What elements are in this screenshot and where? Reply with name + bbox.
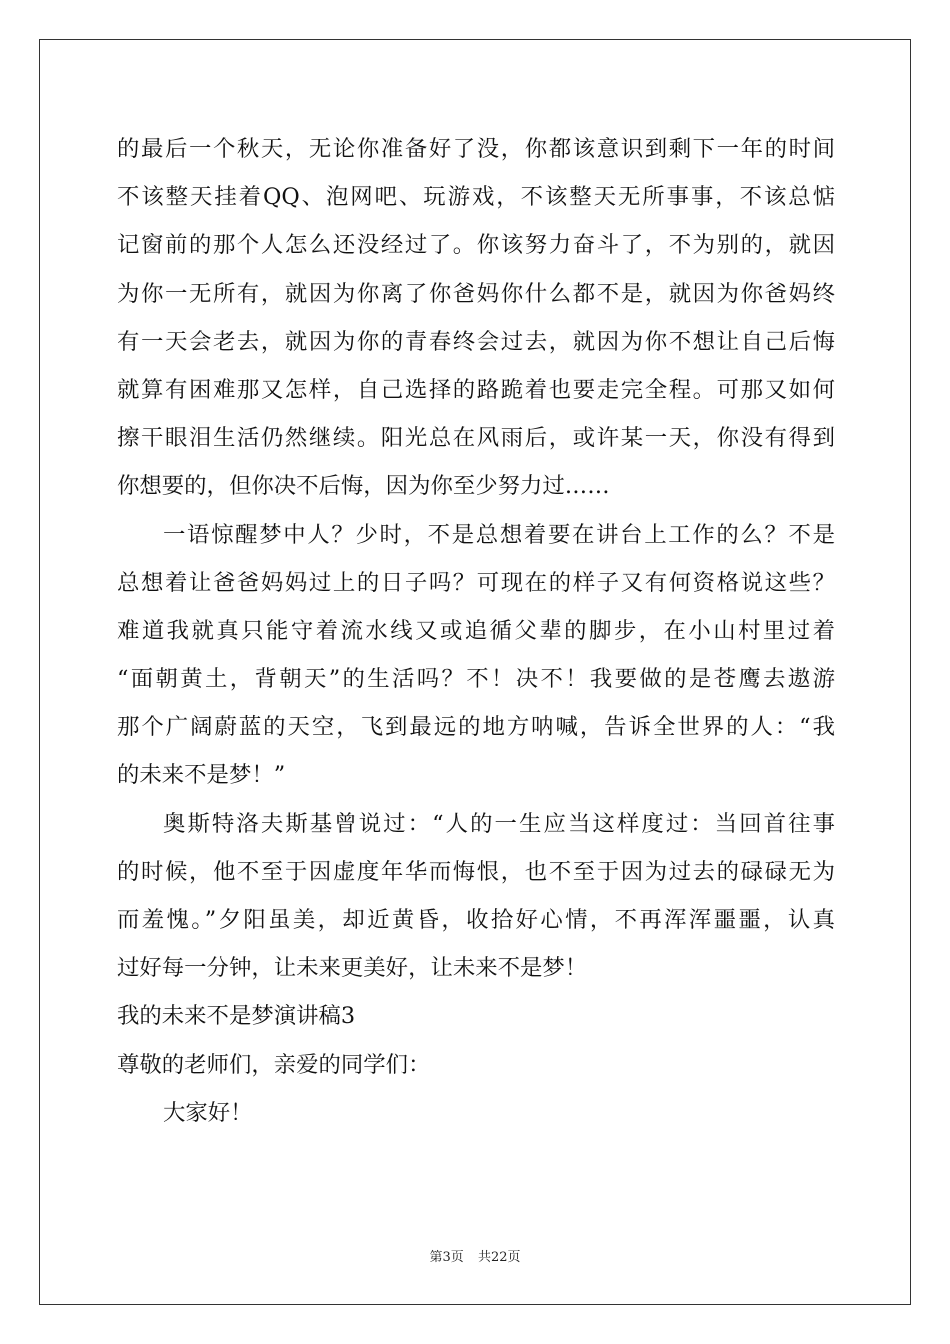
paragraph bbox=[117, 992, 835, 1040]
document-body bbox=[117, 125, 835, 1137]
paragraph bbox=[117, 125, 835, 511]
page-total: 共22页 bbox=[477, 1250, 521, 1265]
page-footer bbox=[0, 1246, 950, 1265]
text-line: 的时候，他不至于因虚度年华而悔恨，也不至于因为过去的碌碌无为 bbox=[117, 858, 835, 885]
paragraph bbox=[117, 1041, 835, 1089]
text-line: 有一天会老去，就因为你的青春终会过去，就因为你不想让自己后悔 bbox=[117, 328, 835, 355]
text-line: 总想着让爸爸妈妈过上的日子吗？可现在的样子又有何资格说这些？ bbox=[117, 569, 835, 596]
text-line: 不该整天挂着QQ、泡网吧、玩游戏，不该整天无所事事，不该总惦 bbox=[117, 184, 835, 211]
paragraph bbox=[117, 511, 835, 800]
text-line: “面朝黄土，背朝天”的生活吗？不！决不！我要做的是苍鹰去遨游 bbox=[117, 666, 835, 693]
text-line: 我的未来不是梦演讲稿3 bbox=[117, 1003, 356, 1030]
text-line: 的未来不是梦！” bbox=[117, 762, 286, 789]
text-line: 而羞愧。”夕阳虽美，却近黄昏，收拾好心情，不再浑浑噩噩，认真 bbox=[117, 907, 835, 933]
page-number: 第3页 bbox=[429, 1250, 464, 1265]
text-line: 为你一无所有，就因为你离了你爸妈你什么都不是，就因为你爸妈终 bbox=[117, 280, 835, 307]
text-line: 过好每一分钟，让未来更美好，让未来不是梦！ bbox=[117, 955, 588, 982]
text-line: 大家好！ bbox=[163, 1099, 253, 1126]
text-line: 记窗前的那个人怎么还没经过了。你该努力奋斗了，不为别的，就因 bbox=[117, 232, 835, 259]
text-line: 那个广阔蔚蓝的天空，飞到最远的地方呐喊，告诉全世界的人：“我 bbox=[117, 714, 835, 741]
text-line: 你想要的，但你决不后悔，因为你至少努力过…… bbox=[117, 473, 610, 500]
paragraph bbox=[117, 1089, 835, 1137]
text-line: 难道我就真只能守着流水线又或追循父辈的脚步，在小山村里过着 bbox=[117, 617, 835, 644]
text-line: 的最后一个秋天，无论你准备好了没，你都该意识到剩下一年的时间 bbox=[117, 136, 835, 162]
text-line: 奥斯特洛夫斯基曾说过：“人的一生应当这样度过：当回首往事 bbox=[163, 810, 835, 837]
text-line: 尊敬的老师们，亲爱的同学们： bbox=[117, 1051, 431, 1078]
text-line: 擦干眼泪生活仍然继续。阳光总在风雨后，或许某一天，你没有得到 bbox=[117, 425, 835, 452]
text-line: 就算有困难那又怎样，自己选择的路跪着也要走完全程。可那又如何 bbox=[117, 376, 835, 403]
text-line: 一语惊醒梦中人？少时，不是总想着要在讲台上工作的么？不是 bbox=[163, 521, 835, 548]
paragraph bbox=[117, 800, 835, 993]
